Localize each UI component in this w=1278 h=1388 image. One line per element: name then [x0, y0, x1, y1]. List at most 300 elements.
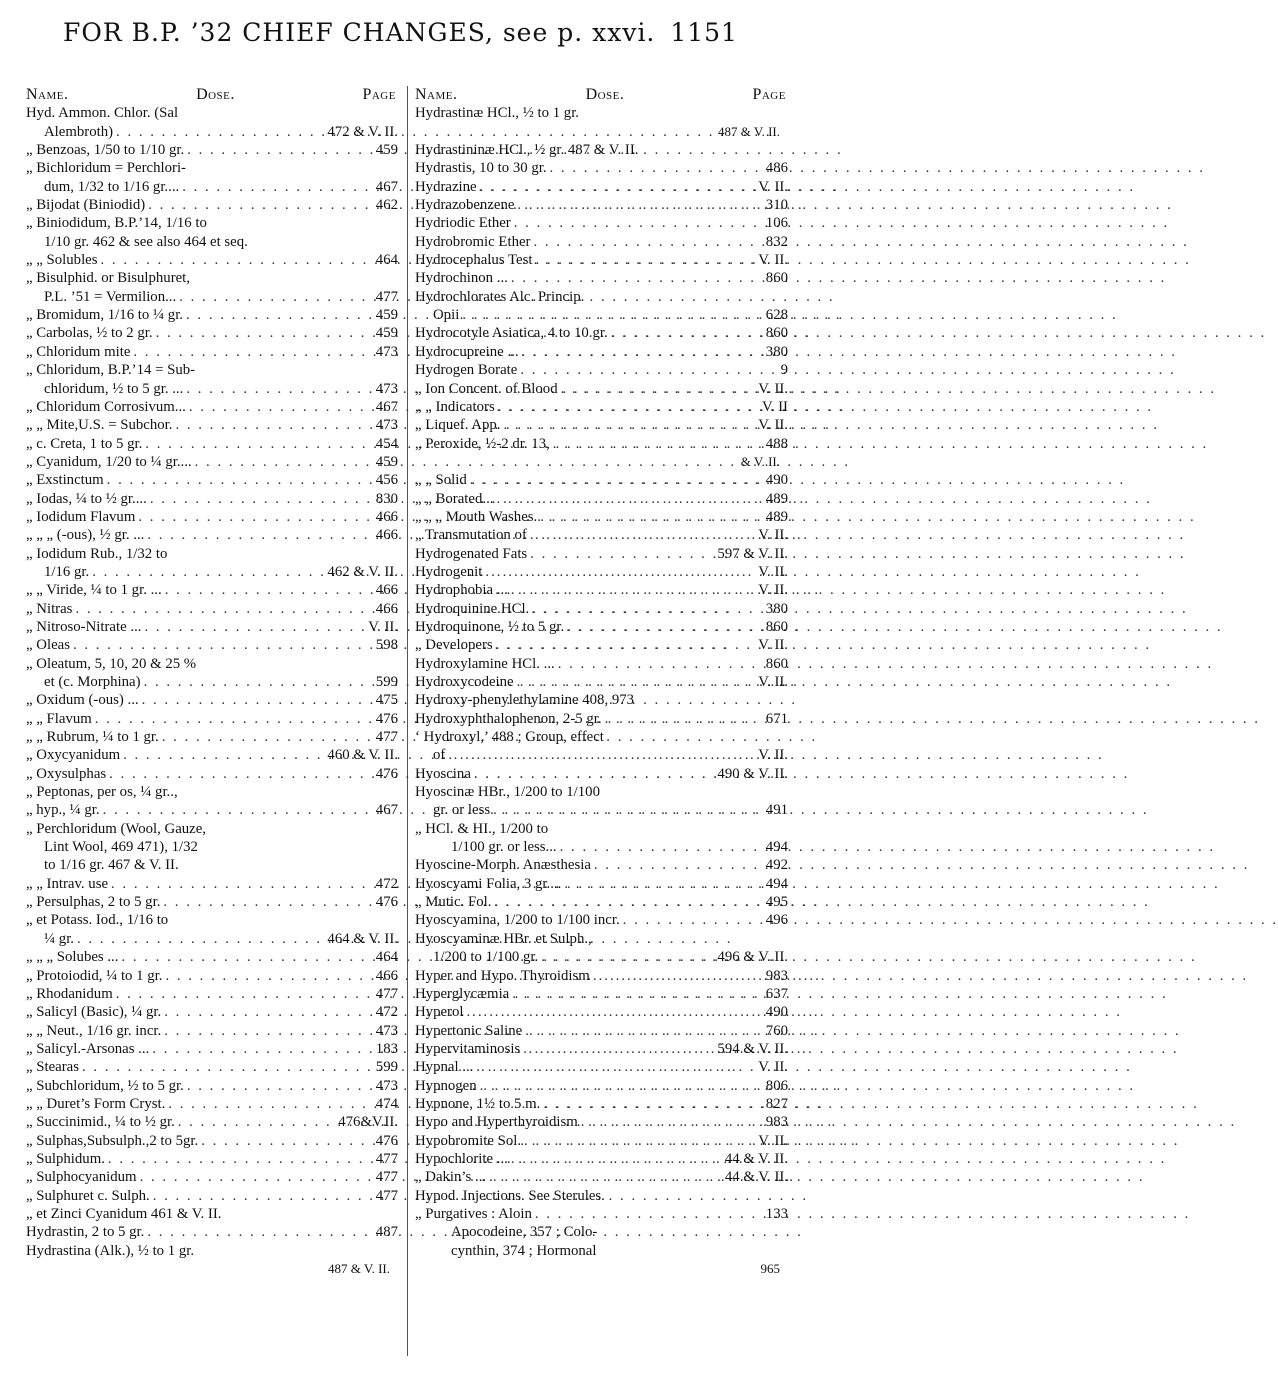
entry-text: „ „ Rubrum, ¼ to 1 gr. [26, 729, 159, 746]
entry-text: Hypod. Injections. See Sterules. [415, 1187, 605, 1204]
index-entry [26, 1095, 398, 1113]
index-entry [415, 1150, 788, 1168]
index-entry [26, 710, 398, 728]
dot-leader [535, 1205, 763, 1223]
dot-leader [175, 416, 372, 434]
index-entry [415, 526, 788, 544]
page-reference: 489 [765, 490, 788, 507]
dot-leader [462, 306, 762, 324]
index-entry [415, 1260, 788, 1278]
entry-text: „ Stearas [26, 1059, 79, 1076]
index-entry [415, 159, 788, 177]
entry-text: Opii [433, 307, 460, 324]
entry-text: Hydrastininæ HCl., ½ gr. 487 & V. II. [415, 142, 639, 159]
index-entry [26, 361, 398, 379]
index-entry [26, 416, 398, 434]
entry-text: 1/100 gr. or less... [451, 839, 557, 856]
page-reference: V. II. [758, 747, 788, 764]
index-entry [26, 214, 398, 232]
page-reference: 476 [375, 710, 398, 727]
entry-text: „ et Zinci Cyanidum 461 & V. II. [26, 1205, 222, 1222]
page-reference: 806 [765, 1077, 788, 1094]
dot-leader [164, 1003, 373, 1021]
entry-text: Hydrogenit [415, 563, 483, 580]
index-entry [26, 728, 398, 746]
page-reference: 183 [375, 1040, 398, 1057]
entry-text: Hydrochinon ... [415, 270, 508, 287]
entry-text: „ „ „ Solubes ... [26, 949, 119, 966]
page-reference: 106 [765, 215, 788, 232]
index-entry [26, 123, 398, 141]
entry-text: Hydrastina (Alk.), ½ to 1 gr. [26, 1242, 195, 1259]
dot-leader [142, 691, 373, 709]
index-entry [415, 251, 788, 269]
entry-text: „ Oxycyanidum [26, 747, 121, 764]
index-entry [26, 453, 398, 471]
dot-leader [611, 324, 763, 342]
index-entry [26, 306, 398, 324]
entry-text: „ Salicyl (Basic), ¼ gr. [26, 1004, 162, 1021]
entry-text: „ Sulphocyanidum [26, 1169, 137, 1186]
dot-leader [530, 526, 755, 544]
index-entry [415, 875, 788, 893]
entry-text: „ Cyanidum, 1/20 to ¼ gr.... [26, 453, 192, 470]
index-entry [26, 1113, 398, 1131]
dot-leader [187, 1077, 373, 1095]
entry-text: „ Perchloridum (Wool, Gauze, [26, 820, 207, 837]
entry-text: Hydrazobenzene [415, 197, 515, 214]
index-entry [415, 343, 788, 361]
entry-text: „ Oleatum, 5, 10, 20 & 25 % [26, 655, 197, 672]
page-reference: 487 [375, 1224, 398, 1241]
dot-leader [535, 251, 755, 269]
page-reference: 9 [780, 362, 788, 379]
page-reference: 495 [765, 894, 788, 911]
dot-leader [605, 710, 763, 728]
entry-list [26, 104, 398, 1278]
dot-leader [107, 471, 373, 489]
page-reference: 860 [765, 270, 788, 287]
entry-text: „ Bisulphid. or Bisulphuret, [26, 270, 190, 287]
page-reference: 597 & V. II. [717, 545, 788, 562]
entry-text: Hydrogen Borate [415, 362, 518, 379]
index-entry [415, 636, 788, 654]
entry-text: „ Oxidum (-ous) ... [26, 692, 139, 709]
entry-text: Hydriodic Ether [415, 215, 511, 232]
page-reference: 459 [375, 142, 398, 159]
page-reference: V. II. [368, 618, 398, 635]
index-entry [26, 967, 398, 985]
page-reference: 477 [375, 729, 398, 746]
entry-text: Hydroxy-phenylethylamine 408, 973 [415, 692, 635, 709]
entry-text: „ Protoiodid, ¼ to 1 gr. [26, 967, 163, 984]
column-heading [415, 86, 788, 104]
entry-text: Hyoscyami Folia, 3 gr.... [415, 875, 562, 892]
index-entry [26, 435, 398, 453]
dot-leader [153, 1187, 373, 1205]
index-entry [26, 875, 398, 893]
page-reference: 489 [765, 508, 788, 525]
page-reference: 983 [765, 967, 788, 984]
dot-leader [525, 1022, 763, 1040]
page-reference: 459 [375, 307, 398, 324]
dot-leader [187, 141, 373, 159]
page-reference: 380 [765, 600, 788, 617]
dot-leader [474, 765, 715, 783]
index-entry [415, 1077, 788, 1095]
entry-text: Hypochlorite ... [415, 1150, 508, 1167]
entry-text: Hydrochlorates Alc. Princip. [415, 288, 585, 305]
page-reference: V. II. [758, 563, 788, 580]
page-reference: 494 [765, 839, 788, 856]
entry-text: „ „ „ (-ous), ½ gr. ... [26, 527, 145, 544]
page-reference: V. II. [758, 674, 788, 690]
page-reference: V. II. [758, 417, 788, 434]
entry-text: „ Sulphuret c. Sulph. [26, 1187, 150, 1204]
page-reference: V. II. [758, 1132, 788, 1149]
entry-text: „ Oxysulphas [26, 765, 107, 782]
page-reference: 860 [765, 655, 788, 672]
dot-leader [95, 710, 373, 728]
page-reference: 476 [375, 1132, 398, 1149]
index-entry [415, 801, 788, 819]
index-entry [26, 380, 398, 398]
dot-leader [532, 600, 763, 618]
page-reference: V. II [761, 398, 788, 415]
entry-text: Hyoscyaminæ HBr. et Sulph., [415, 930, 592, 947]
dot-leader [150, 490, 373, 508]
index-entry [415, 1003, 788, 1021]
dot-leader [561, 380, 756, 398]
entry-text: „ Bijodat (Biniodid) [26, 197, 146, 214]
entry-text: „ Iodas, ¼ to ½ gr.... [26, 490, 147, 507]
heading-dose: Dose. [196, 86, 235, 103]
dot-leader [201, 1132, 373, 1150]
page-reference: 44 & V. II. [724, 1150, 788, 1167]
index-entry [415, 361, 788, 379]
index-entry [415, 985, 788, 1003]
page-reference: 492 [765, 857, 788, 874]
entry-text: „ „ Solubles [26, 252, 98, 269]
page-reference: 310 [765, 197, 788, 214]
index-entry [26, 783, 398, 801]
dot-leader [147, 1223, 372, 1241]
dot-leader [581, 1113, 763, 1131]
index-entry [26, 233, 398, 251]
dot-leader [485, 563, 755, 581]
dot-leader [144, 673, 373, 691]
index-entry [415, 618, 788, 636]
entry-text: Hydrobromic Ether [415, 233, 531, 250]
entry-text: „ Liquef. App. [415, 417, 501, 434]
entry-text: Hydrazine [415, 178, 477, 195]
entry-text: 1/10 gr. 462 & see also 464 et seq. [44, 233, 248, 250]
heading-name: Name. [415, 86, 458, 103]
entry-text: Hyperol [415, 1004, 464, 1021]
index-entry [415, 288, 788, 306]
dot-leader [517, 196, 762, 214]
dot-leader [178, 1113, 335, 1131]
dot-leader [524, 1132, 755, 1150]
dot-leader [517, 673, 756, 691]
entry-text: Hydrocotyle Asiatica, 4 to 10 gr. [415, 325, 608, 342]
entry-text: Alembroth) [44, 123, 114, 140]
page-reference: V. II. [758, 527, 788, 544]
page-reference: 476 [375, 894, 398, 911]
entry-text: ¼ gr. [44, 930, 75, 947]
dot-leader [494, 893, 762, 911]
entry-text: „ Nitras [26, 600, 73, 617]
index-entry [26, 526, 398, 544]
index-entry [26, 288, 398, 306]
entry-text: „ Iodidum Flavum [26, 508, 136, 525]
dot-leader [189, 398, 373, 416]
index-entry [415, 600, 788, 618]
page-reference: 477 [375, 1169, 398, 1186]
index-entry [415, 746, 788, 764]
index-entry [415, 416, 788, 434]
page-reference: 637 [765, 985, 788, 1002]
index-entry [415, 1223, 788, 1241]
index-entry [26, 1242, 398, 1260]
dot-leader [179, 288, 373, 306]
index-entry [26, 490, 398, 508]
index-entry [415, 269, 788, 287]
page-reference: 476 [375, 765, 398, 782]
index-entry [26, 765, 398, 783]
left-column [26, 86, 398, 1278]
entry-text: „ Subchloridum, ½ to 5 gr. [26, 1077, 184, 1094]
entry-text: to 1/16 gr. 467 & V. II. [44, 857, 179, 874]
page-reference: V. II. [758, 637, 788, 654]
page-reference: 598 [375, 637, 398, 654]
index-entry [26, 618, 398, 636]
dot-leader [480, 178, 756, 196]
index-entry [26, 196, 398, 214]
dot-leader [92, 563, 324, 581]
entry-text: „ Chloridum Corrosivum... [26, 398, 186, 415]
entry-text: „ Oleas [26, 637, 70, 654]
dot-leader [140, 1168, 373, 1186]
index-entry [415, 508, 788, 526]
heading-page: Page [752, 86, 786, 103]
entry-text: Hyper and Hypo. Thyroidism [415, 967, 590, 984]
index-entry [415, 471, 788, 489]
dot-leader [148, 196, 373, 214]
dot-leader [533, 233, 762, 251]
dot-leader [163, 893, 372, 911]
index-entry [415, 1132, 788, 1150]
page-reference: 599 [375, 1059, 398, 1076]
index-entry [415, 1205, 788, 1223]
index-entry [26, 1205, 398, 1223]
index-entry [26, 178, 398, 196]
page-reference: V. II. [758, 380, 788, 397]
index-entry [415, 967, 788, 985]
entry-text: Hypo and Hyperthyroidism [415, 1114, 578, 1131]
page-reference: 466 [375, 508, 398, 525]
index-entry [26, 600, 398, 618]
dot-leader [553, 435, 763, 453]
entry-text: „ Salicyl.-Arsonas ... [26, 1040, 150, 1057]
entry-text: „ c. Creta, 1 to 5 gr. [26, 435, 143, 452]
index-entry [26, 1040, 398, 1058]
index-entry [415, 893, 788, 911]
index-entry [26, 398, 398, 416]
page-reference: 475 [375, 692, 398, 709]
entry-text: „ „ Indicators [415, 398, 495, 415]
page-reference: 760 [765, 1022, 788, 1039]
index-entry [26, 746, 398, 764]
dot-leader [156, 324, 373, 342]
dot-leader [623, 911, 763, 929]
page-reference: 133 [765, 1205, 788, 1222]
dot-leader [164, 1022, 373, 1040]
page-reference: 466 [375, 582, 398, 599]
page-reference: 467 [375, 398, 398, 415]
dot-leader [522, 343, 763, 361]
index-entry [415, 104, 788, 122]
entry-text: Hydroxylamine HCl. ... [415, 655, 555, 672]
dot-leader [558, 655, 763, 673]
entry-text: „ Biniodidum, B.P.’14, 1/16 to [26, 215, 207, 232]
dot-leader [133, 343, 372, 361]
entry-text: dum, 1/32 to 1/16 gr.... [44, 178, 180, 195]
dot-leader [186, 380, 372, 398]
dot-leader [168, 1095, 372, 1113]
page-reference: 490 & V. II. [717, 765, 788, 782]
index-entry [415, 581, 788, 599]
entry-text: „ Ion Concent. of Blood [415, 380, 558, 397]
index-entry [26, 104, 398, 122]
index-entry [26, 636, 398, 654]
index-entry [415, 691, 788, 709]
page-reference: 472 [375, 1004, 398, 1021]
dot-leader [503, 416, 755, 434]
page-reference: 473 [375, 417, 398, 434]
entry-text: „ Persulphas, 2 to 5 gr. [26, 894, 161, 911]
dot-leader [496, 636, 756, 654]
index-entry [415, 196, 788, 214]
page-number: 1151 [670, 18, 738, 47]
dot-leader [480, 1077, 763, 1095]
index-entry [415, 490, 788, 508]
entry-text: 1/200 to 1/100 gr. [433, 949, 539, 966]
index-entry [415, 398, 788, 416]
entry-text: & V. II. [740, 453, 780, 469]
index-entry [415, 233, 788, 251]
index-entry [415, 1058, 788, 1076]
entry-text: et (c. Morphina) [44, 674, 141, 690]
entry-text: „ Sulphidum. [26, 1150, 105, 1167]
index-entry [415, 123, 788, 141]
dot-leader [511, 581, 755, 599]
dot-leader [111, 875, 373, 893]
index-entry [415, 1022, 788, 1040]
entry-text: „ Iodidum Rub., 1/32 to [26, 545, 168, 562]
index-entry [26, 838, 398, 856]
dot-leader [73, 636, 373, 654]
entry-text: Hydrophobia ... [415, 582, 508, 599]
index-entry [26, 1260, 398, 1278]
index-entry [415, 214, 788, 232]
dot-leader [165, 581, 373, 599]
page-reference: 490 [765, 472, 788, 489]
page-reference: 466 [375, 600, 398, 617]
index-entry [26, 1022, 398, 1040]
dot-leader [82, 1058, 373, 1076]
entry-text: „ „ Neut., 1/16 gr. incr. [26, 1022, 162, 1039]
index-entry [415, 1113, 788, 1131]
dot-leader [123, 746, 324, 764]
index-entry [415, 141, 788, 159]
column-heading [26, 86, 398, 104]
index-entry [415, 453, 788, 471]
index-entry [415, 911, 788, 929]
page-reference: 467 [375, 802, 398, 819]
entry-text: Hyd. Ammon. Chlor. (Sal [26, 105, 179, 122]
dot-leader [152, 1040, 373, 1058]
dot-leader [543, 1095, 762, 1113]
page-reference: 830 [375, 490, 398, 507]
index-entry [26, 508, 398, 526]
index-entry [415, 435, 788, 453]
entry-list [415, 104, 788, 1278]
entry-text: Hypnogen [415, 1077, 477, 1094]
index-entry [415, 178, 788, 196]
dot-leader [520, 361, 777, 379]
dot-leader [476, 1058, 755, 1076]
entry-text: „ Developers [415, 637, 493, 654]
index-entry [26, 1003, 398, 1021]
entry-text: 487 & V. II. [718, 123, 780, 139]
entry-text: ‘ Hydroxyl,’ 488 ; Group, effect [415, 729, 604, 746]
index-entry [415, 820, 788, 838]
entry-text: „ hyp., ¼ gr. [26, 802, 100, 819]
entry-text: „ Transmutation of [415, 527, 527, 544]
index-entry [415, 1168, 788, 1186]
dot-leader [498, 398, 759, 416]
entry-text: Hyoscine-Morph. Anæsthesia [415, 857, 591, 874]
index-entry [26, 545, 398, 563]
page-reference: V. II. [758, 252, 788, 269]
entry-text: cynthin, 374 ; Hormonal [451, 1242, 597, 1259]
dot-leader [511, 1150, 722, 1168]
entry-text: „ Chloridum mite [26, 343, 131, 360]
dot-leader [145, 435, 373, 453]
page-reference: 464 [375, 252, 398, 269]
index-entry [26, 856, 398, 874]
index-entry [26, 1132, 398, 1150]
page-reference: 477 [375, 288, 398, 305]
index-entry [26, 343, 398, 361]
entry-text: Hypnone, 1½ to 5 m. [415, 1095, 541, 1112]
entry-text: Hydrocephalus Test [415, 252, 533, 269]
page-reference: V. II. [758, 582, 788, 599]
index-entry [415, 710, 788, 728]
page-reference: 462 & V. II. [327, 563, 398, 580]
index-entry [415, 1187, 788, 1205]
index-entry [26, 269, 398, 287]
page-reference: 464 & V. II. [327, 930, 398, 947]
entry-text: „ „ Flavum [26, 710, 92, 727]
index-entry [26, 655, 398, 673]
page-reference: 474 [375, 1095, 398, 1112]
index-entry [26, 820, 398, 838]
entry-text: „ „ Duret’s Form Cryst. [26, 1095, 166, 1112]
dot-leader [567, 618, 763, 636]
index-entry [415, 948, 788, 966]
